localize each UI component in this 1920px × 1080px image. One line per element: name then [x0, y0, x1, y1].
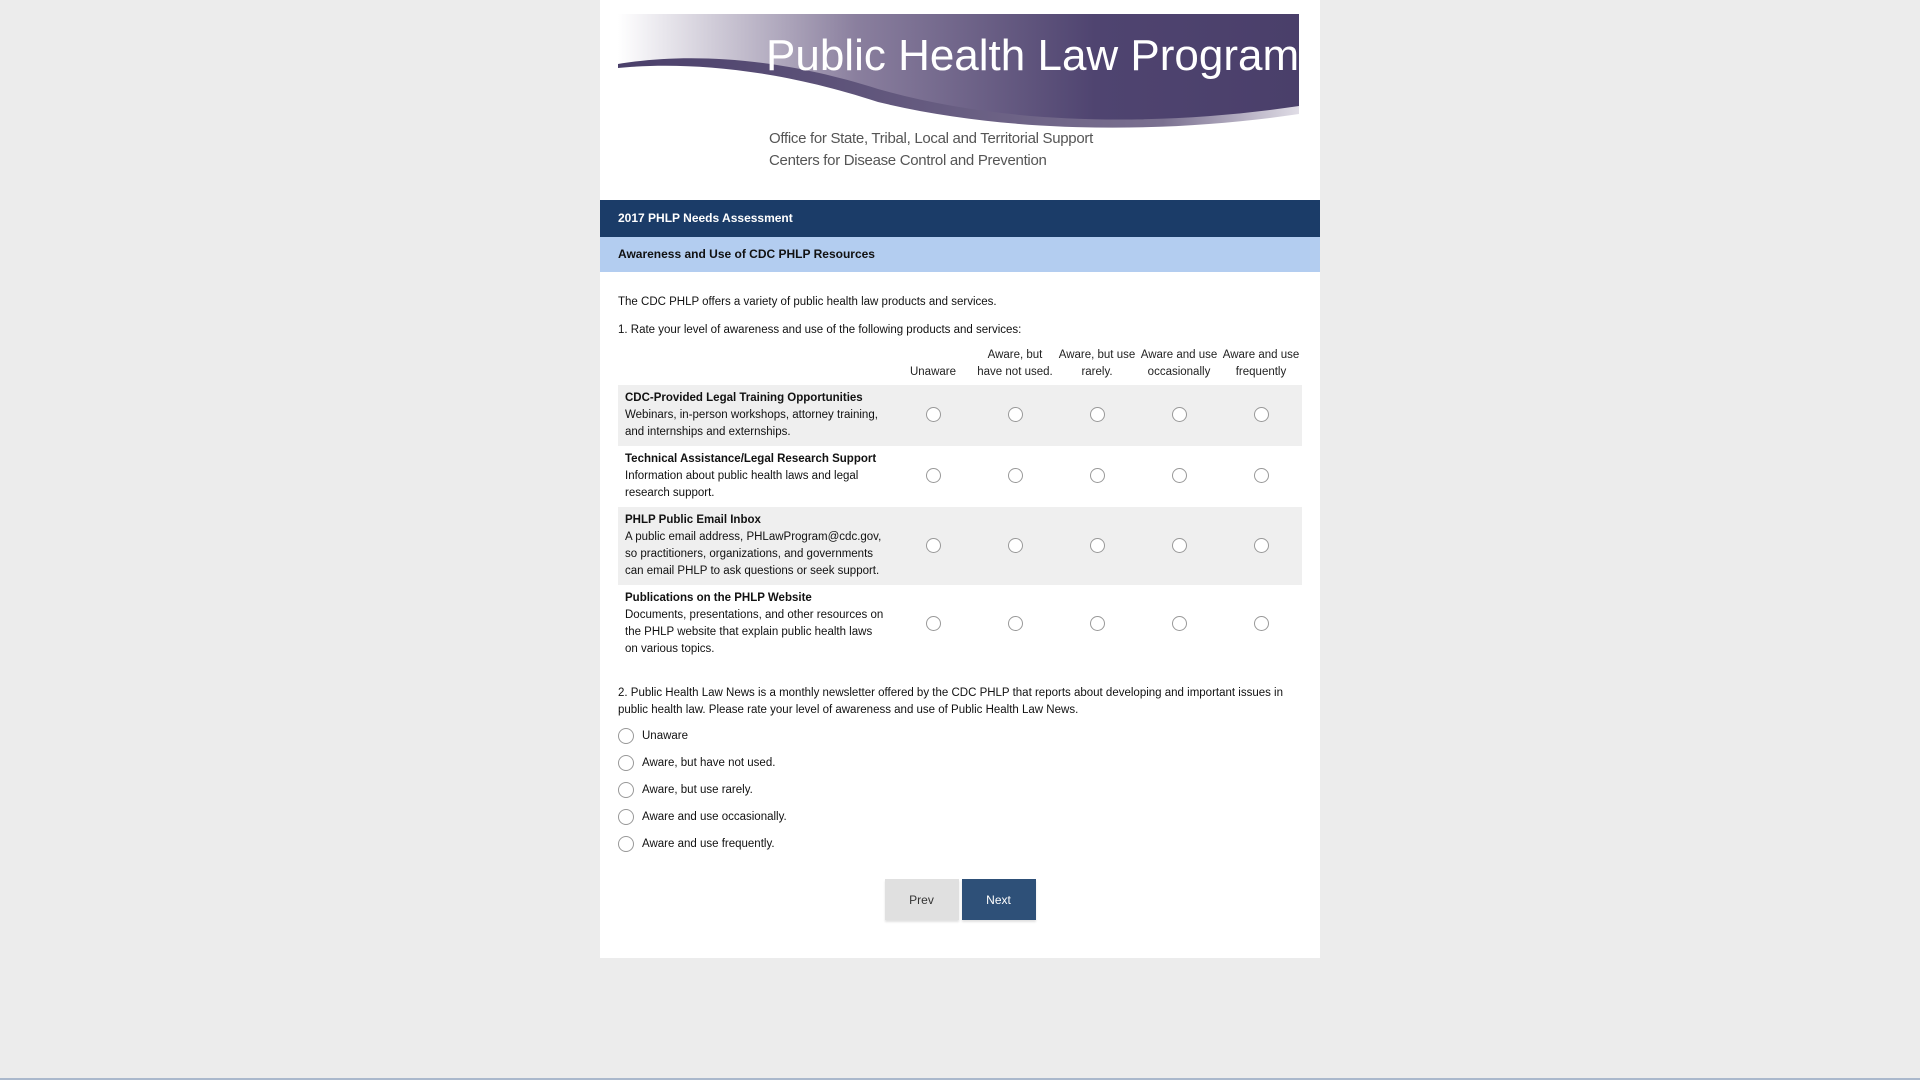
radio-button[interactable] [1090, 468, 1105, 483]
prev-button[interactable]: Prev [885, 879, 959, 920]
section-title-bar: Awareness and Use of CDC PHLP Resources [600, 237, 1320, 272]
survey-page [600, 0, 1320, 958]
survey-content [618, 294, 1302, 920]
next-button[interactable]: Next [962, 879, 1036, 920]
row-description: Webinars, in-person workshops, attorney training, and internships and externships. [625, 409, 878, 438]
q2-option-use-occasionally[interactable] [618, 808, 1302, 826]
radio-button[interactable] [1008, 616, 1023, 631]
option-label: Aware and use occasionally. [642, 811, 787, 823]
option-label: Aware and use frequently. [642, 838, 775, 850]
navigation-buttons [618, 879, 1302, 920]
radio-button[interactable] [618, 836, 634, 852]
radio-button[interactable] [1008, 468, 1023, 483]
column-header: Unaware [909, 366, 957, 378]
row-title: Publications on the PHLP Website [625, 592, 812, 604]
radio-button[interactable] [618, 809, 634, 825]
banner-subtitle-cdc: Centers for Disease Control and Prevention [769, 152, 1047, 169]
question-2-options [618, 727, 1302, 853]
radio-button[interactable] [1254, 407, 1269, 422]
row-title: PHLP Public Email Inbox [625, 514, 761, 526]
radio-button[interactable] [1172, 407, 1187, 422]
radio-button[interactable] [926, 407, 941, 422]
radio-button[interactable] [1172, 616, 1187, 631]
program-logo-banner [618, 14, 1299, 184]
matrix-row [618, 585, 1302, 663]
radio-button[interactable] [926, 468, 941, 483]
row-title: CDC-Provided Legal Training Opportunities [625, 392, 863, 404]
radio-button[interactable] [1172, 468, 1187, 483]
matrix-header-row [618, 347, 1302, 385]
q2-option-aware-not-used[interactable] [618, 754, 1302, 772]
survey-title-bar: 2017 PHLP Needs Assessment [600, 200, 1320, 237]
radio-button[interactable] [926, 616, 941, 631]
option-label: Aware, but use rarely. [642, 784, 753, 796]
row-description: Documents, presentations, and other resources on the PHLP website that explain public health laws on various topics. [625, 609, 884, 655]
radio-button[interactable] [1254, 468, 1269, 483]
radio-button[interactable] [1254, 538, 1269, 553]
radio-button[interactable] [1090, 407, 1105, 422]
intro-text: The CDC PHLP offers a variety of public health law products and services. [618, 296, 997, 308]
column-header: Aware, but use rarely. [1058, 349, 1136, 378]
column-header: Aware and use occasionally [1140, 349, 1218, 378]
radio-button[interactable] [1008, 538, 1023, 553]
option-label: Aware, but have not used. [642, 757, 776, 769]
q2-option-unaware[interactable] [618, 727, 1302, 745]
question-2-text: 2. Public Health Law News is a monthly newsletter offered by the CDC PHLP that reports about developing and important issues in public health law. Please rate your level of awareness and use of Public Health Law News. [618, 687, 1284, 716]
radio-button[interactable] [618, 782, 634, 798]
column-header: Aware, but have not used. [977, 349, 1053, 378]
radio-button[interactable] [618, 728, 634, 744]
row-title: Technical Assistance/Legal Research Support [625, 453, 877, 465]
banner-title: Public Health Law Program [766, 31, 1299, 80]
question-1-matrix [618, 347, 1302, 663]
matrix-row [618, 446, 1302, 507]
row-description: A public email address, PHLawProgram@cdc.gov, so practitioners, organizations, and governments can email PHLP to ask questions or seek support. [625, 531, 882, 577]
banner-subtitle-office: Office for State, Tribal, Local and Territorial Support [769, 130, 1093, 147]
question-1-text: 1. Rate your level of awareness and use of the following products and services: [618, 324, 1022, 336]
q2-option-use-rarely[interactable] [618, 781, 1302, 799]
matrix-row [618, 507, 1302, 585]
column-header: Aware and use frequently [1222, 349, 1300, 378]
radio-button[interactable] [618, 755, 634, 771]
radio-button[interactable] [1090, 538, 1105, 553]
radio-button[interactable] [1090, 616, 1105, 631]
row-description: Information about public health laws and legal research support. [625, 470, 859, 499]
matrix-row [618, 385, 1302, 446]
radio-button[interactable] [1254, 616, 1269, 631]
option-label: Unaware [642, 730, 689, 742]
radio-button[interactable] [926, 538, 941, 553]
radio-button[interactable] [1172, 538, 1187, 553]
q2-option-use-frequently[interactable] [618, 835, 1302, 853]
radio-button[interactable] [1008, 407, 1023, 422]
